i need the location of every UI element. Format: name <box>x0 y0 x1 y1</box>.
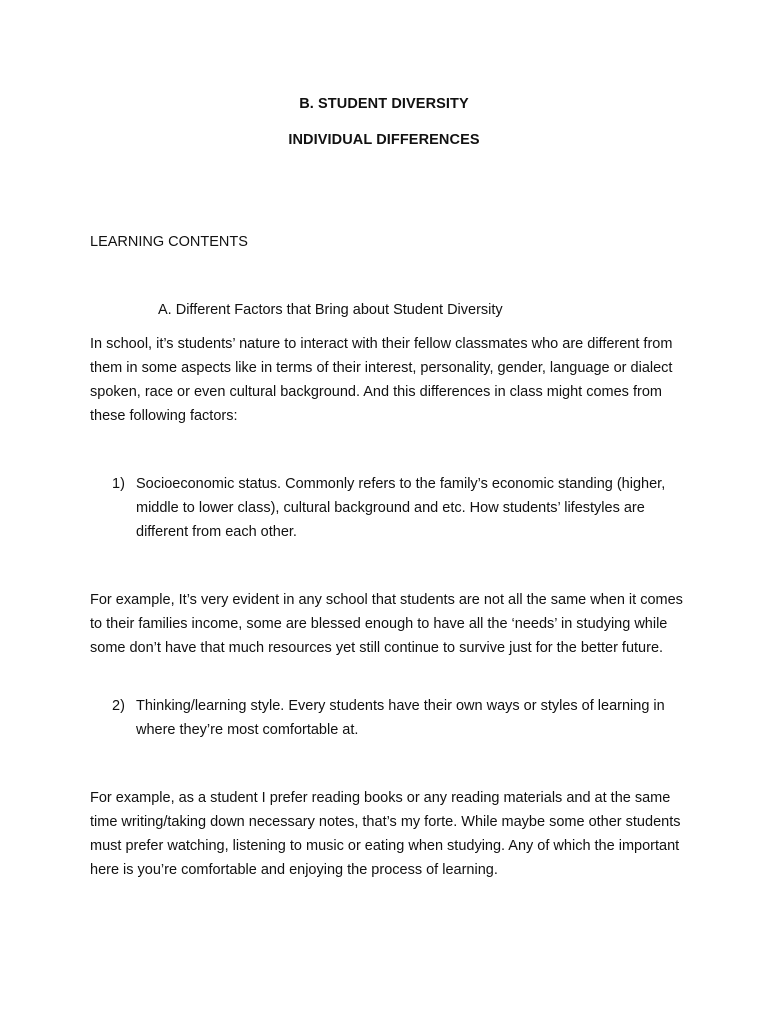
example-paragraph-2: For example, as a student I prefer reading books or any reading materials and at the same time writing/taking down necessary notes, that’s my forte. While maybe some other students must prefer watching, listening to music or eating when studying. Any of which the important here is you’re comfortable and enjoying the process of learning. <box>90 790 681 878</box>
example-paragraph-1: For example, It’s very evident in any school that students are not all the same when it comes to their families income, some are blessed enough to have all the ‘needs’ in studying while some don’t have that much resources yet still continue to survive just for the better future. <box>90 592 683 656</box>
intro-paragraph: In school, it’s students’ nature to interact with their fellow classmates who are different from them in some aspects like in terms of their interest, personality, gender, language or dialect spoken, race or even cultural background. And this differences in class might comes from these following factors: <box>90 336 673 424</box>
list-item-number: 1) <box>112 476 125 492</box>
list-item-number: 2) <box>112 698 125 714</box>
section-label: LEARNING CONTENTS <box>90 234 248 250</box>
document-title: B. STUDENT DIVERSITY <box>299 96 469 112</box>
section-subheading: A. Different Factors that Bring about Student Diversity <box>158 302 503 318</box>
list-item-text: Thinking/learning style. Every students have their own ways or styles of learning in where they’re most comfortable at. <box>136 698 665 738</box>
document-subtitle: INDIVIDUAL DIFFERENCES <box>288 132 480 148</box>
list-item-text: Socioeconomic status. Commonly refers to the family’s economic standing (higher, middle to lower class), cultural background and etc. How students’ lifestyles are different from each other. <box>136 476 666 540</box>
